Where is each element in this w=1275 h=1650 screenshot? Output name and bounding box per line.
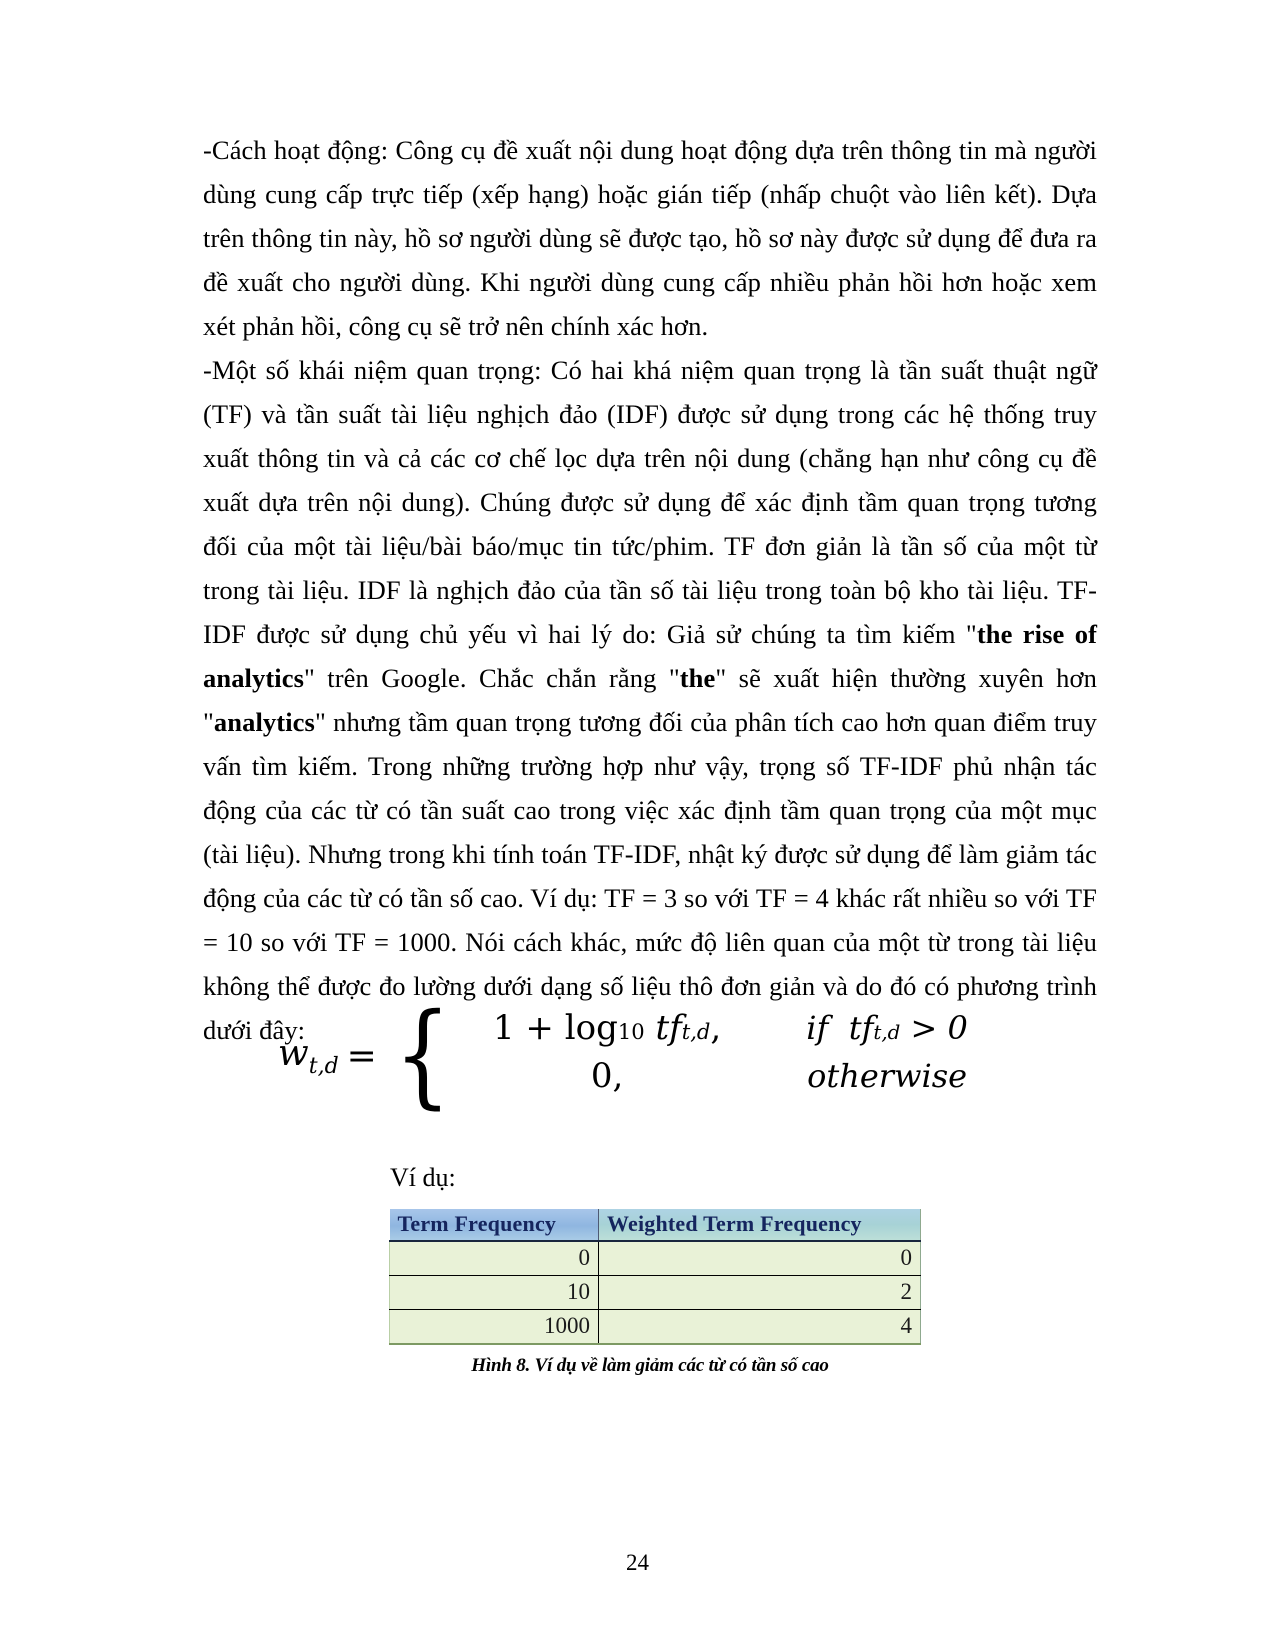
table-row [390, 1276, 921, 1310]
case1-if-keyword: if [806, 1009, 829, 1047]
paragraph-2 [203, 348, 1097, 1052]
equation-case-row-2 [462, 1056, 1022, 1104]
equation-block [203, 989, 1097, 1120]
case1-prefix: 1 + log [492, 1008, 618, 1048]
case1-func-sub: t,d [681, 1019, 711, 1044]
text-run: the rise of analytics [203, 619, 1097, 693]
case1-cond-sub: t,d [873, 1021, 901, 1044]
equation-case-2-condition: otherwise [807, 1057, 968, 1095]
text-run: " trên Google. Chắc chắn rằng " [304, 663, 680, 693]
equation-case-row-1 [462, 1008, 1022, 1056]
text-run: -Một số khái niệm quan trọng: Có hai khá niệm quan trọng là tần suất thuật ngữ (TF) và tần suất tài liệu nghịch đảo (IDF) được sử dụng trong các hệ thống truy xuất thông tin và cả các cơ chế lọc dựa trên nội dung (chẳng hạn như công cụ đề xuất dựa trên nội dung). Chúng được sử dụng để xác định tầm quan trọng tương đối của một tài liệu/bài báo/mục tin tức/phim. TF đơn giản là tần số của một từ trong tài liệu. IDF là nghịch đảo của tần số tài liệu trong toàn bộ kho tài liệu. TF-IDF được sử dụng chủ yếu vì hai lý do: Giả sử chúng ta tìm kiếm " [203, 355, 1097, 649]
table-head [390, 1209, 921, 1241]
equation-lhs [278, 1033, 345, 1079]
case1-cond-relation: > 0 [910, 1009, 968, 1047]
equation-case-1-condition [752, 1009, 1022, 1047]
column-header-weighted-term-frequency: Weighted Term Frequency [599, 1209, 921, 1241]
equation-lhs-subscript: t,d [308, 1054, 339, 1080]
case1-suffix: , [710, 1008, 722, 1048]
cell-term-frequency: 0 [390, 1241, 599, 1276]
page-body-text [203, 128, 1097, 1052]
equation-cases [462, 1008, 1022, 1104]
example-label: Ví dụ: [390, 1163, 456, 1192]
cell-weighted-term-frequency: 4 [599, 1310, 921, 1345]
text-run: " nhưng tầm quan trọng tương đối của phân tích cao hơn quan điểm truy vấn tìm kiếm. Trong những trường hợp như vậy, trọng số TF-IDF phủ nhận tác động của các từ có tần suất cao trong việc xác định tầm quan trọng của một mục (tài liệu). Nhưng trong khi tính toán TF-IDF, nhật ký được sử dụng để làm giảm tác động của các từ có tần số cao. Ví dụ: TF = 3 so với TF = 4 khác rất nhiều so với TF = 10 so với TF = 1000. Nói cách khác, mức độ liên quan của một từ trong tài liệu không thể được đo lường dưới dạng số liệu thô đơn giản và do đó có phương trình dưới đây: [203, 707, 1097, 1045]
table-row [390, 1241, 921, 1276]
page-number: 24 [626, 1550, 649, 1575]
text-run: " sẽ xuất hiện thường xuyên hơn " [203, 663, 1097, 737]
text-run: the [679, 663, 716, 693]
column-header-term-frequency: Term Frequency [390, 1209, 599, 1241]
cell-term-frequency: 1000 [390, 1310, 599, 1345]
term-frequency-table-wrapper [389, 1209, 921, 1345]
text-run: analytics [213, 707, 315, 737]
curly-brace-icon: { [393, 989, 451, 1120]
table-row [390, 1310, 921, 1345]
case1-cond-expr: tf [848, 1009, 874, 1047]
case1-log-base: 10 [617, 1019, 645, 1044]
equation-case-2-value: 0, [590, 1056, 624, 1096]
equation-lhs-symbol: w [277, 1032, 309, 1074]
cell-term-frequency: 10 [390, 1276, 599, 1310]
piecewise-equation [277, 989, 1022, 1120]
text-run: -Cách hoạt động: Công cụ đề xuất nội dung hoạt động dựa trên thông tin mà người dùng cung cấp trực tiếp (xếp hạng) hoặc gián tiếp (nhấp chuột vào liên kết). Dựa trên thông tin này, hồ sơ người dùng sẽ được tạo, hồ sơ này được sử dụng để đưa ra đề xuất cho người dùng. Khi người dùng cung cấp nhiều phản hồi hơn hoặc xem xét phản hồi, công cụ sẽ trở nên chính xác hơn. [203, 135, 1097, 341]
figure-caption: Hình 8. Ví dụ về làm giảm các từ có tần số cao [471, 1355, 829, 1376]
equation-case-1-value [462, 1008, 752, 1048]
table-body [390, 1241, 921, 1344]
case1-func: tf [655, 1008, 682, 1048]
cell-weighted-term-frequency: 2 [599, 1276, 921, 1310]
term-frequency-table [389, 1209, 921, 1345]
cell-weighted-term-frequency: 0 [599, 1241, 921, 1276]
table-header-row [390, 1209, 921, 1241]
paragraph-1 [203, 128, 1097, 348]
equation-equals-sign: = [346, 1035, 377, 1077]
